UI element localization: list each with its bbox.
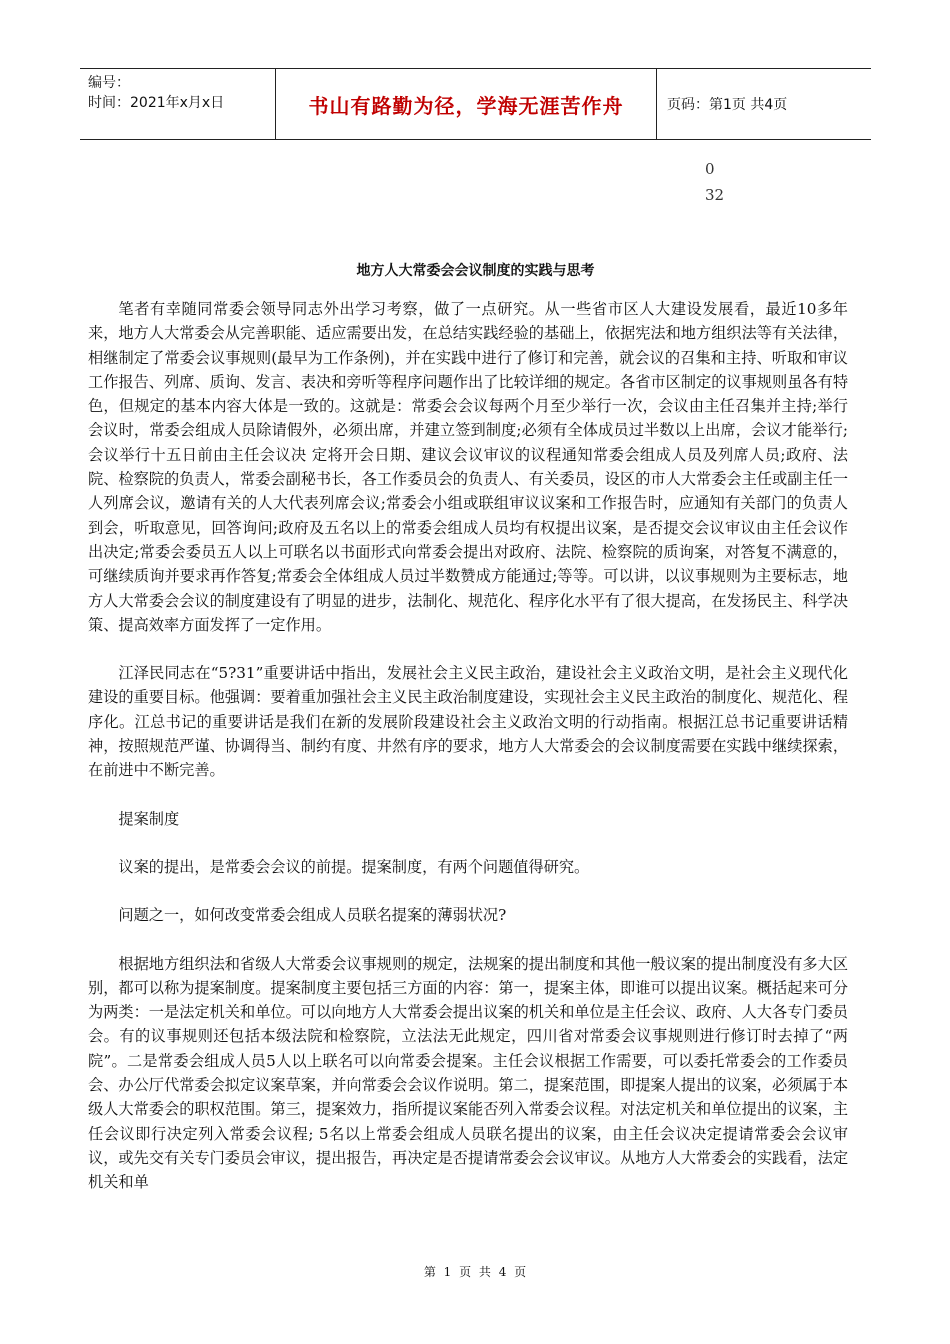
- stray-text-fragment: 32: [705, 186, 725, 204]
- body-paragraph: 江泽民同志在“5?31”重要讲话中指出，发展社会主义民主政治，建设社会主义政治文明，是社会主义现代化建设的重要目标。他强调：要着重加强社会主义民主政治制度建设，实现社会主义民主政治的制度化、规范化、程序化。江总书记的重要讲话是我们在新的发展阶段建设社会主义政治文明的行动指南。根据江总书记重要讲话精神，按照规范严谨、协调得当、制约有度、井然有序的要求，地方人大常委会的会议制度需要在实践中继续探索，在前进中不断完善。: [88, 664, 848, 780]
- stray-text-fragment: 0: [705, 160, 715, 178]
- body-paragraph: 笔者有幸随同常委会领导同志外出学习考察，做了一点研究。从一些省市区人大建设发展看，最近10多年来，地方人大常委会从完善职能、适应需要出发，在总结实践经验的基础上，依据宪法和地方组织法等有关法律，相继制定了常委会议事规则(最早为工作条例)，并在实践中进行了修订和完善，就会议的召集和主持、听取和审议工作报告、列席、质询、发言、表决和旁听等程序问题作出了比较详细的规定。各省市区制定的议事规则虽各有特色，但规定的基本内容大体是一致的。这就是：常委会会议每两个月至少举行一次，会议由主任召集并主持;举行会议时，常委会组成人员除请假外，必须出席，并建立签到制度;必须有全体成员过半数以上出席，会议才能举行;会议举行十五日前由主任会议决 定将开会日期、建议会议审议的议程通知常委会组成人员及列席人员;政府、法院、检察院的负责人，常委会副秘书长，各工作委员会的负责人、有关委员，设区的市人大常委会主任或副主任一人列席会议，邀请有关的人大代表列席会议;常委会小组或联组审议议案和工作报告时，应通知有关部门的负责人到会，听取意见，回答询问;政府及五名以上的常委会组成人员均有权提出议案，是否提交会议审议由主任会议作出决定;常委会委员五人以上可联名以书面形式向常委会提出对政府、法院、检察院的质询案，对答复不满意的，可继续质询并要求再作答复;常委会全体组成人员过半数赞成方能通过;等等。可以讲，以议事规则为主要标志，地方人大常委会会议的制度建设有了明显的进步，法制化、规范化、程序化水平有了很大提高，在发扬民主、科学决策、提高效率方面发挥了一定作用。: [88, 300, 848, 634]
- document-body: [88, 297, 848, 1195]
- section-heading: 提案制度: [118, 809, 180, 828]
- body-paragraph: 议案的提出，是常委会会议的前提。提案制度，有两个问题值得研究。: [118, 857, 590, 876]
- document-title: 地方人大常委会会议制度的实践与思考: [356, 263, 595, 279]
- document-time-label: 时间：2021年x月x日: [88, 95, 225, 111]
- body-paragraph: 问题之一，如何改变常委会组成人员联名提案的薄弱状况?: [118, 906, 507, 925]
- body-paragraph: 根据地方组织法和省级人大常委会议事规则的规定，法规案的提出制度和其他一般议案的提出制度没有多大区别，都可以称为提案制度。提案制度主要包括三方面的内容：第一，提案主体，即谁可以提出议案。概括起来可分为两类：一是法定机关和单位。可以向地方人大常委会提出议案的机关和单位是主任会议、政府、人大各专门委员会。有的议事规则还包括本级法院和检察院，立法法无此规定，四川省对常委会议事规则进行修订时去掉了“两院”。二是常委会组成人员5人以上联名可以向常委会提案。主任会议根据工作需要，可以委托常委会的工作委员会、办公厅代常委会拟定议案草案，并向常委会会议作说明。第二，提案范围，即提案人提出的议案，必须属于本级人大常委会的职权范围。第三，提案效力，指所提议案能否列入常委会议程。对法定机关和单位提出的议案，主任会议即行决定列入常委会议程; 5名以上常委会组成人员联名提出的议案，由主任会议决定提请常委会会议审议，或先交有关专门委员会审议，提出报告，再决定是否提请常委会会议审议。从地方人大常委会的实践看，法定机关和单: [88, 954, 848, 1192]
- document-number-label: 编号：: [88, 75, 130, 91]
- header-motto: 书山有路勤为径，学海无涯苦作舟: [276, 69, 657, 139]
- header-meta: [80, 69, 276, 139]
- header-page-info: 页码：第1页 共4页: [667, 97, 788, 113]
- page-header: [80, 68, 871, 140]
- page-footer: 第 1 页 共 4 页: [423, 1265, 527, 1279]
